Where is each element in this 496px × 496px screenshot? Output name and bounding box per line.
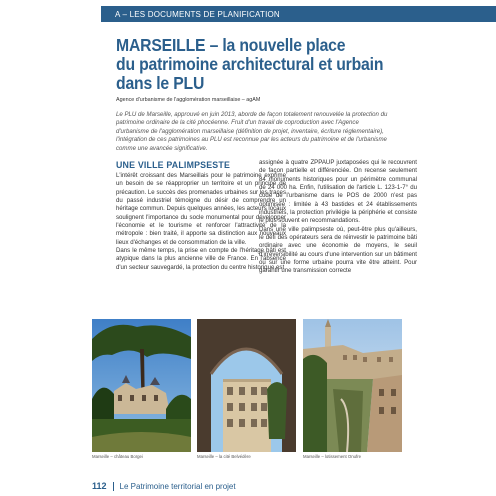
article-lead: Le PLU de Marseille, approuvé en juin 2013, aborde de façon totalement renouvelée la protection du patrimoine ordinaire de la cité phocéenne. Fruit d'un travail de coproduction avec l'Agence d'urbanisme de l'agglomération marseillaise (définition de projet, inventaire, écriture réglementaire), l'intégration de ces patrimoines au PLU est reconnue par les acteurs du patrimoine et de l'urbanisme comme une avancée significative. [116, 111, 388, 152]
text-column-2 [259, 159, 417, 276]
photo-lotissement [303, 319, 402, 452]
photo-caption: Marseille – château Borgei [92, 454, 143, 459]
publication-title: Le Patrimoine territorial en projet [119, 481, 236, 491]
paragraph: L'intérêt croissant des Marseillais pour le patrimoine exprime un besoin de se réapproprier un territoire et un principe de précaution. Le succès des promenades urbaines sur les traces du passé industriel témoigne du désir de comprendre un héritage commun. Depuis quelques années, les acteurs locaux soulignent l'importance du socle monumental pour développer l'économie et le tourisme et renforcer l'attractivité de la métropole : bien traité, il apporte sa distinction aux nouveaux lieux d'échanges et de consommation de la ville. [116, 172, 286, 246]
title-line-2: du patrimoine architectural et urbain [116, 54, 384, 74]
footer-divider [113, 482, 114, 491]
title-line-1: MARSEILLE – la nouvelle place [116, 35, 346, 55]
paragraph: assignée à quatre ZPPAUP juxtaposées qui le recouvrent de façon partielle et différenciée. On recense seulement 84 monuments historiques pour un périmètre communal de 24 000 ha. Enfin, l'utilisation de l'article L. 123-1-7° du code de l'urbanisme dans le POS de 2000 n'est pas optimisée : limitée à 43 bastides et 24 établissements industriels, la protection privilégie la périphérie et consiste le plus souvent en recommandations. [259, 159, 417, 225]
photo-cite-belvedere [197, 319, 296, 452]
paragraph: Dans une ville palimpseste où, peut-être plus qu'ailleurs, le défi des opérateurs sera de réinvestir le patrimoine bâti ordinaire avec une économie de moyens, le seuil d'irréversibilité au cours d'une intervention sur un bâtiment ou sur une forme urbaine pourra vite être atteint. Pour garantir une transmission correcte [259, 225, 417, 275]
photo-caption: Marseille – lotissement Onufre [303, 454, 362, 459]
paragraph: Dans le même temps, la prise en compte de l'héritage bâti est atypique dans la plus ancienne ville de France. En l'absence d'un secteur sauvegardé, la protection du centre historique est [116, 247, 286, 271]
page-footer [92, 481, 236, 491]
section-header-bar [101, 6, 496, 22]
photo-chateau [92, 319, 191, 452]
page-number: 112 [92, 481, 107, 491]
article-source: Agence d'urbanisme de l'agglomération marseillaise – agAM [116, 97, 261, 103]
section-title: A – LES DOCUMENTS DE PLANIFICATION [115, 9, 280, 19]
title-line-3: dans le PLU [116, 73, 205, 93]
section-subhead: UNE VILLE PALIMPSESTE [116, 160, 231, 170]
photo-caption: Marseille – la cité Belvédère [197, 454, 251, 459]
article-title [116, 36, 386, 93]
